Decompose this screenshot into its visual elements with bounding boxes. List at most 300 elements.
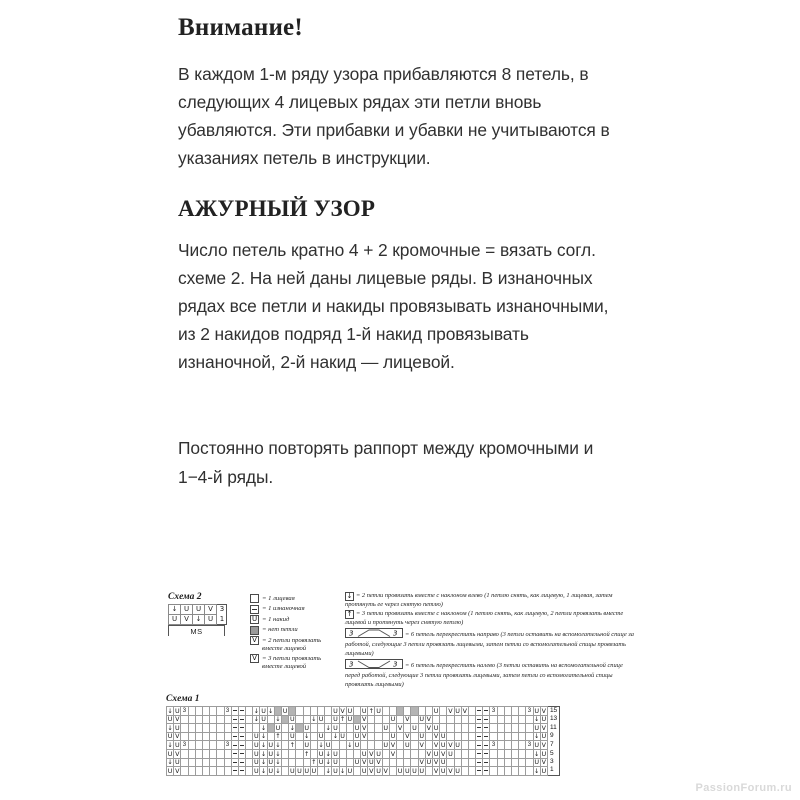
spacer [178,172,616,196]
scheme1-cell: U [354,758,360,767]
scheme1-cell [195,724,202,733]
scheme1-cell [375,741,382,750]
scheme2-cell: U [181,605,193,615]
scheme1-cell [526,758,533,767]
scheme1-cell [274,707,281,716]
scheme1-cell [512,741,519,750]
scheme1-cell [231,724,238,733]
scheme1-cell [181,767,188,776]
scheme1-cell [476,724,483,733]
scheme1-cell [317,767,324,776]
scheme1-cell: U [455,766,460,775]
scheme1-cell: ↑ [275,732,281,741]
scheme1-cell [231,758,238,767]
scheme1-cell: V [361,758,367,767]
scheme1-cell [246,758,253,767]
scheme1-cell: V [369,749,374,758]
scheme1-cell [397,732,404,741]
scheme1-cell: V [426,749,432,758]
scheme1-cell [238,758,245,767]
scheme1-cell: U [376,749,381,758]
scheme2-row [169,615,227,625]
scheme1-cell [497,724,504,733]
scheme1-cell [195,749,202,758]
scheme1-cell [231,707,238,716]
scheme1-cell [289,749,296,758]
scheme1-cell [181,732,188,741]
attention-heading: Внимание! [178,14,303,41]
scheme1-cell [325,707,332,716]
scheme1-cell [246,715,253,724]
scheme1-cell [188,707,195,716]
scheme1-cell [339,741,346,750]
scheme1-cell [454,758,461,767]
scheme1-cell [468,732,475,741]
scheme1-cell [497,741,504,750]
scheme1-cell [519,732,526,741]
scheme1-cell [440,707,447,716]
scheme1-cell: U [534,706,539,715]
scheme1-cell: V [361,723,367,732]
scheme1-cell [461,741,468,750]
scheme1-cell: U [261,715,266,724]
scheme1-cell: U [347,715,353,724]
scheme1-cell [224,715,231,724]
scheme1-cell [238,749,245,758]
scheme1-cell: ↓ [260,766,267,775]
scheme1-cell: V [419,758,424,767]
scheme1-cell [454,749,461,758]
scheme1-cell [526,749,533,758]
scheme1-cell [217,741,224,750]
scheme1-cell: U [254,766,259,775]
scheme1-cell: ↓ [167,758,173,767]
scheme1-cell: U [433,706,439,715]
scheme1-cell: U [268,766,274,775]
scheme1-cell [526,732,533,741]
scheme1-cell: U [275,723,281,732]
scheme1-cell: ↓ [311,715,317,724]
scheme1-cell: V [390,740,396,749]
legend-item-label: = 6 петель перекрестить налево (3 петли оставить на вспомогательной спице перед работой, следующие 3 петли провязать лицевыми, затем петли со вспомогательной спицы провязать лицевыми) [345,661,623,688]
scheme1-cell [346,732,353,741]
scheme1-cell [188,767,195,776]
scheme1-cell [461,767,468,776]
scheme1-cell [202,724,209,733]
scheme1-cell [468,749,475,758]
scheme1-cell [317,724,324,733]
scheme1-cell [476,767,483,776]
scheme1-cell [210,758,217,767]
scheme1-cell [461,715,468,724]
scheme1-cell [526,715,533,724]
scheme1-cell [202,741,209,750]
scheme1-row [167,767,560,776]
scheme2-ms-label: MS [169,626,225,637]
scheme1-cell: U [268,749,274,758]
scheme1-cell [476,707,483,716]
scheme1-cell [425,732,432,741]
scheme1-cell [210,724,217,733]
scheme1-cell [447,758,454,767]
scheme1-cell: U [289,766,295,775]
scheme1-cell [454,715,461,724]
scheme1-cell [231,741,238,750]
scheme1-row [167,732,560,741]
scheme1-cell: V [448,706,453,715]
scheme1-cell [246,724,253,733]
scheme1-cell [483,732,490,741]
legend-item [250,594,342,603]
scheme1-cell: U [419,732,424,741]
scheme1-cell [238,732,245,741]
scheme1-cell [411,758,418,767]
scheme1-cell [404,749,411,758]
scheme1-row-number: 15 [549,706,558,714]
scheme1-cell: U [541,732,547,741]
legend-item [250,615,342,624]
scheme1-cell: 3 [225,707,230,714]
legend-item [345,659,638,689]
scheme1-cell: ↓ [167,723,173,732]
legend-item-label: = 2 петли провязать вместе с наклоном влево (1 петлю снять, как лицевую, 1 лицевая, затем протянуть ее через снятую петлю) [345,592,613,608]
scheme1-cell [476,749,483,758]
scheme1-cell [195,758,202,767]
scheme1-cell: V [433,740,439,749]
scheme1-cell [468,741,475,750]
site-watermark: PassionForum.ru [695,782,792,794]
scheme1-cell: U [541,766,547,775]
scheme1-cell [504,707,511,716]
scheme1-cell [497,758,504,767]
scheme1-cell [188,715,195,724]
scheme1-cell [512,715,519,724]
scheme1-cell [188,724,195,733]
scheme2-cell: V [181,615,193,625]
scheme1-cell [224,767,231,776]
scheme1-cell [195,741,202,750]
scheme1-cell: V [541,723,547,732]
scheme1-row [167,715,560,724]
attention-paragraph: В каждом 1-м ряду узора прибавляются 8 петель, в следующих 4 лицевых рядах эти петли вновь убавляются. Эти прибавки и убавки не учитываются в указаниях петель в инструкции. [178,63,610,169]
scheme1-cell [461,724,468,733]
scheme1-cell [296,715,303,724]
scheme1-cell [490,749,497,758]
scheme1-cell: U [333,766,338,775]
scheme1-cell [325,732,332,741]
scheme1-cell: V [361,715,367,724]
scheme1-cell [210,715,217,724]
scheme1-cell: U [282,706,288,715]
scheme1-cell: U [333,706,338,715]
scheme1-cell: U [354,732,360,741]
scheme1-cell: U [254,758,259,767]
legend-item-label: = нет петли [262,626,298,633]
scheme1-cell [368,732,375,741]
repeat-paragraph: Постоянно повторять раппорт между кромочными и 1−4-й ряды. [178,438,594,487]
legend-item [250,636,342,653]
scheme1-cell [353,749,360,758]
scheme1-cell: U [354,723,360,732]
scheme1-cell [267,715,274,724]
scheme1-cell: V [541,740,547,749]
scheme1-cell [468,758,475,767]
scheme2-footer [168,625,225,636]
scheme1-cell: V [441,749,446,758]
scheme1-cell [303,707,310,716]
scheme1-cell [202,749,209,758]
scheme1-cell [389,758,396,767]
scheme1-cell [526,767,533,776]
scheme1-cell [246,767,253,776]
scheme1-cell [519,715,526,724]
legend-symbol-icon [250,626,259,635]
scheme1-cell [411,715,418,724]
scheme1-cell [454,724,461,733]
scheme1-cell [368,724,375,733]
scheme1-cell [504,715,511,724]
scheme1-cell [296,749,303,758]
scheme1-cell: U [397,766,403,775]
scheme1-cell: ↓ [275,749,281,758]
scheme1-cell [468,767,475,776]
scheme1-cell [382,732,389,741]
scheme1-cell: V [405,715,410,724]
legend-symbol-icon: ↑ [346,609,353,618]
scheme1-cell: U [318,758,324,767]
scheme1-cell: V [541,706,547,715]
scheme1-cell: V [175,732,180,741]
scheme1-cell [181,724,188,733]
scheme1-cell [418,749,425,758]
scheme1-cell [238,767,245,776]
scheme1-cell [361,741,368,750]
scheme1-cell: 3 [527,742,532,749]
scheme1-cell [461,749,468,758]
scheme1-cell [483,767,490,776]
scheme1-cell [404,758,411,767]
legend-symbol-icon [250,605,259,614]
scheme1-cell [512,724,519,733]
scheme1-cell: U [361,706,367,715]
scheme1-cell: U [383,723,389,732]
scheme1-cell [238,741,245,750]
scheme1-cell [246,707,253,716]
scheme1-cell: V [376,758,381,767]
scheme1-cell [397,707,404,716]
scheme1-cell [519,741,526,750]
scheme1-cell: ↓ [260,732,267,741]
scheme1-cell [282,749,289,758]
scheme1-cell [404,707,411,716]
scheme1-cell: U [369,758,374,767]
scheme1-cell [497,715,504,724]
scheme1-cell: ↓ [260,723,267,732]
scheme1-cell [353,707,360,716]
scheme1-cell: 3 [527,707,532,714]
scheme1-grid [166,706,560,776]
scheme1-cell: U [174,740,180,749]
scheme1-cell: U [541,715,547,724]
scheme1-cell: V [175,766,180,775]
scheme1-cell: V [383,766,388,775]
scheme1-cell [411,749,418,758]
legend-item-label: = 2 петли провязать вместе лицевой [262,636,322,652]
scheme1-row-number: 7 [549,740,554,748]
scheme1-cell: U [541,749,547,758]
cable-left-icon [345,659,403,672]
scheme1-cell: 3 [225,742,230,749]
scheme1-cell [282,758,289,767]
scheme1-cell [310,732,317,741]
scheme1-cell: U [304,723,309,732]
scheme1-cell: ↓ [275,766,281,775]
scheme1-cell: U [167,766,173,775]
scheme1-cell [397,758,404,767]
article-text [178,14,616,491]
scheme1-cell [202,707,209,716]
scheme1-cell: U [404,740,410,749]
scheme1-cell [217,758,224,767]
legend-symbol-icon [250,594,259,603]
legend-item [250,654,342,671]
scheme1-cell [512,749,519,758]
scheme1-cell [353,715,360,724]
scheme1-cell [246,732,253,741]
svg-text:3: 3 [393,660,398,669]
scheme1-cell [425,707,432,716]
scheme1-row [167,724,560,733]
scheme1-cell: ↓ [289,723,295,732]
scheme1-cell [303,758,310,767]
scheme1-cell: U [534,740,539,749]
scheme1-cell [454,732,461,741]
scheme1-cell: ↑ [311,758,317,767]
scheme1-cell: U [354,740,360,749]
scheme1-cell: U [318,732,324,741]
legend-item-label: = 1 накид [262,615,290,623]
scheme1-cell [296,758,303,767]
scheme1-cell [490,732,497,741]
scheme1-cell [389,767,396,776]
scheme1-cell: V [448,766,453,775]
scheme1-cell: U [174,723,180,732]
legend-zone [168,592,638,688]
scheme1-cell: V [361,732,367,741]
cable-right-icon [345,628,403,641]
scheme1-cell: ↓ [325,723,331,732]
scheme1-cell [375,732,382,741]
scheme1-cell [490,767,497,776]
scheme1-cell [282,767,289,776]
scheme1-cell: V [405,732,410,741]
scheme1-cell: ↓ [167,740,173,749]
scheme1-cell [310,707,317,716]
scheme1-cell [253,724,260,733]
scheme1-cell: ↓ [260,740,267,749]
scheme1-cell: U [318,749,324,758]
scheme1-cell [217,749,224,758]
pattern-heading: АЖУРНЫЙ УЗОР [178,196,376,222]
scheme1-cell [432,715,439,724]
legend-item-label: = 6 петель перекрестить направо (3 петли оставить на вспомогательной спице за работой, следующие 3 петли провязать лицевыми, затем петли со вспомогательной спицы провязать лицевыми) [345,630,634,657]
scheme1-cell [425,741,432,750]
scheme1-row-number: 1 [549,766,554,774]
scheme1-cell [346,758,353,767]
scheme1-cell [490,724,497,733]
scheme1-cell: ↓ [275,740,281,749]
legend-item [345,628,638,658]
scheme1-cell: U [333,723,338,732]
scheme1-cell: 3 [491,707,496,714]
scheme1-cell [411,732,418,741]
scheme1-cell [490,715,497,724]
scheme1-cell [447,715,454,724]
legend-item-label: = 1 лицевая [262,594,295,602]
scheme1-cell [490,758,497,767]
scheme1-row-number: 13 [549,715,558,723]
scheme1-cell [267,732,274,741]
scheme1-row-number: 5 [549,749,554,757]
scheme1-cell [418,724,425,733]
scheme1-cell [238,715,245,724]
scheme1-cell: U [376,706,381,715]
scheme1-cell [332,741,339,750]
scheme1-cell: U [426,758,432,767]
scheme1-cell: U [412,723,417,732]
scheme1-cell: V [426,723,432,732]
scheme1-cell [504,741,511,750]
scheme1-cell [231,767,238,776]
scheme2-cell: ↓ [169,605,181,615]
scheme1-cell: V [433,766,439,775]
scheme1-cell [325,715,332,724]
scheme1-cell: U [455,740,460,749]
scheme1-cell [310,724,317,733]
scheme1-cell: ↓ [325,766,331,775]
scheme1-cell [519,749,526,758]
scheme1-cell: V [462,706,467,715]
scheme1-cell [512,767,519,776]
legend-symbol-icon: V [250,636,259,645]
scheme1-cell [217,715,224,724]
legend-symbol-icon: ↓ [346,592,353,600]
scheme1-cell [195,707,202,716]
scheme1-cell: ↓ [260,749,267,758]
scheme1-cell: U [433,749,439,758]
scheme1-cell: U [340,732,345,741]
scheme1-cell [339,758,346,767]
scheme1-row-number: 11 [549,723,557,731]
scheme1-cell: ↑ [339,715,346,724]
scheme1-cell: ↓ [339,766,346,775]
svg-text:3: 3 [349,629,354,638]
scheme1-cell: ↓ [325,758,331,767]
scheme1-cell: ↓ [347,740,353,749]
scheme1-cell [181,758,188,767]
scheme1-row [167,741,560,750]
scheme1-cell [483,724,490,733]
scheme1-cell: ↓ [533,732,540,741]
scheme2-title: Схема 2 [168,592,202,602]
scheme1-cell [246,741,253,750]
scheme1-cell [353,767,360,776]
scheme1-cell: U [383,740,389,749]
scheme1-cell [404,724,411,733]
scheme1-cell [296,724,303,733]
scheme1-cell: ↓ [275,758,281,767]
scheme1-cell: U [440,732,446,741]
